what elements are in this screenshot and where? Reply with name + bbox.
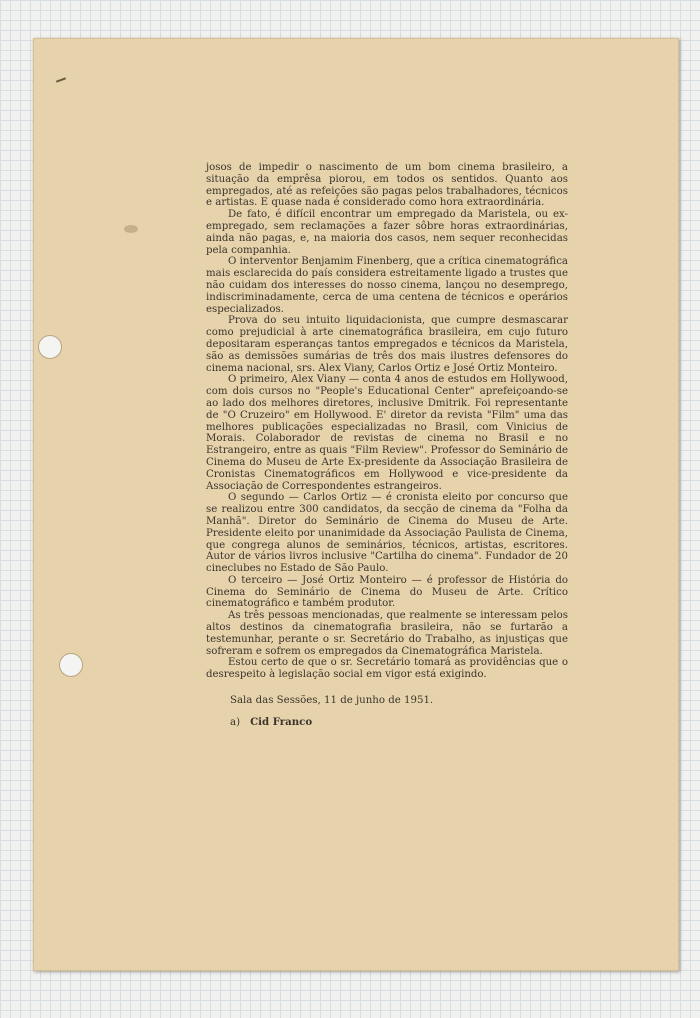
paragraph-5: O primeiro, Alex Viany — conta 4 anos de estudos em Hollywood, com dois cursos no "People's Educational Center" aprefeiçoando-se ao lado dos melhores diretores, inclusive Dmitrik. Foi representante de "O Cruzeiro" em Hollywood. E' diretor da revista "Film" uma das melhores publicações especializadas no Brasil, com Vinicius de Morais. Colaborador de revistas de cinema no Brasil e no Estrangeiro, entre as quais "Film Review". Professor do Seminário de Cinema do Museu de Arte Ex-presidente da Associação Brasileira de Cronistas Cinematográficos em Hollywood e vice-presidente da Associação de Correspondentes estrangeiros. — [206, 374, 568, 492]
paragraph-2: De fato, é difícil encontrar um empregado da Maristela, ou ex-empregado, sem reclamações a fazer sôbre horas extraordinárias, ainda não pagas, e, na maioria dos casos, nem sequer reconhecidas pela companhia. — [206, 209, 568, 256]
paragraph-6: O segundo — Carlos Ortiz — é cronista eleito por concurso que se realizou entre 300 candidatos, da secção de cinema da "Folha da Manhã". Diretor do Seminário de Cinema do Museu de Arte. Presidente eleito por unanimidade da Associação Paulista de Cinema, que congrega alunos de seminários, técnicos, artistas, escritores. Autor de vários livros inclusive "Cartilha do cinema". Fundador de 20 cineclubes no Estado de São Paulo. — [206, 492, 568, 575]
pen-mark — [56, 77, 66, 82]
paragraph-4: Prova do seu intuito liquidacionista, que cumpre desmascarar como prejudicial à arte cinematográfica brasileira, em cujo futuro depositaram esperanças tantos empregados e técnicos da Maristela, são as demissões sumárias de três dos mais ilustres defensores do cinema nacional, srs. Alex Viany, Carlos Ortiz e José Ortiz Monteiro. — [206, 315, 568, 374]
paragraph-7: O terceiro — José Ortiz Monteiro — é professor de História do Cinema do Seminário de Cinema do Museu de Arte. Crítico cinematográfico e também produtor. — [206, 574, 568, 610]
paper-stain — [124, 225, 138, 233]
document-body — [206, 162, 568, 729]
signature-line — [206, 717, 568, 729]
paragraph-9: Estou certo de que o sr. Secretário tomará as providências que o desrespeito à legislação social em vigor está exigindo. — [206, 657, 568, 681]
document-page — [33, 38, 679, 971]
signature-date: Sala das Sessões, 11 de junho de 1951. — [230, 695, 434, 707]
signature-prefix: a) — [230, 716, 241, 728]
paragraph-8: As três pessoas mencionadas, que realmente se interessam pelos altos destinos da cinematografia brasileira, não se furtarão a testemunhar, perante o sr. Secretário do Trabalho, as injustiças que sofreram e sofrem os empregados da Cinematográfica Maristela. — [206, 610, 568, 657]
punch-hole-bottom — [59, 653, 83, 677]
punch-hole-top — [38, 335, 62, 359]
paragraph-1: josos de impedir o nascimento de um bom cinema brasileiro, a situação da emprêsa piorou, em todos os sentidos. Quanto aos empregados, até as refeições são pagas pelos trabalhadores, técnicos e artistas. E quase nada é considerado como hora extraordinária. — [206, 162, 568, 209]
signature-name: Cid Franco — [250, 715, 313, 728]
paragraph-3: O interventor Benjamim Finenberg, que a crítica cinematográfica mais esclarecida do país considera estreitamente ligado a trustes que não cuidam dos interesses do nosso cinema, lançou no desemprego, indiscriminadamente, cerca de uma centena de técnicos e operários especializados. — [206, 256, 568, 315]
